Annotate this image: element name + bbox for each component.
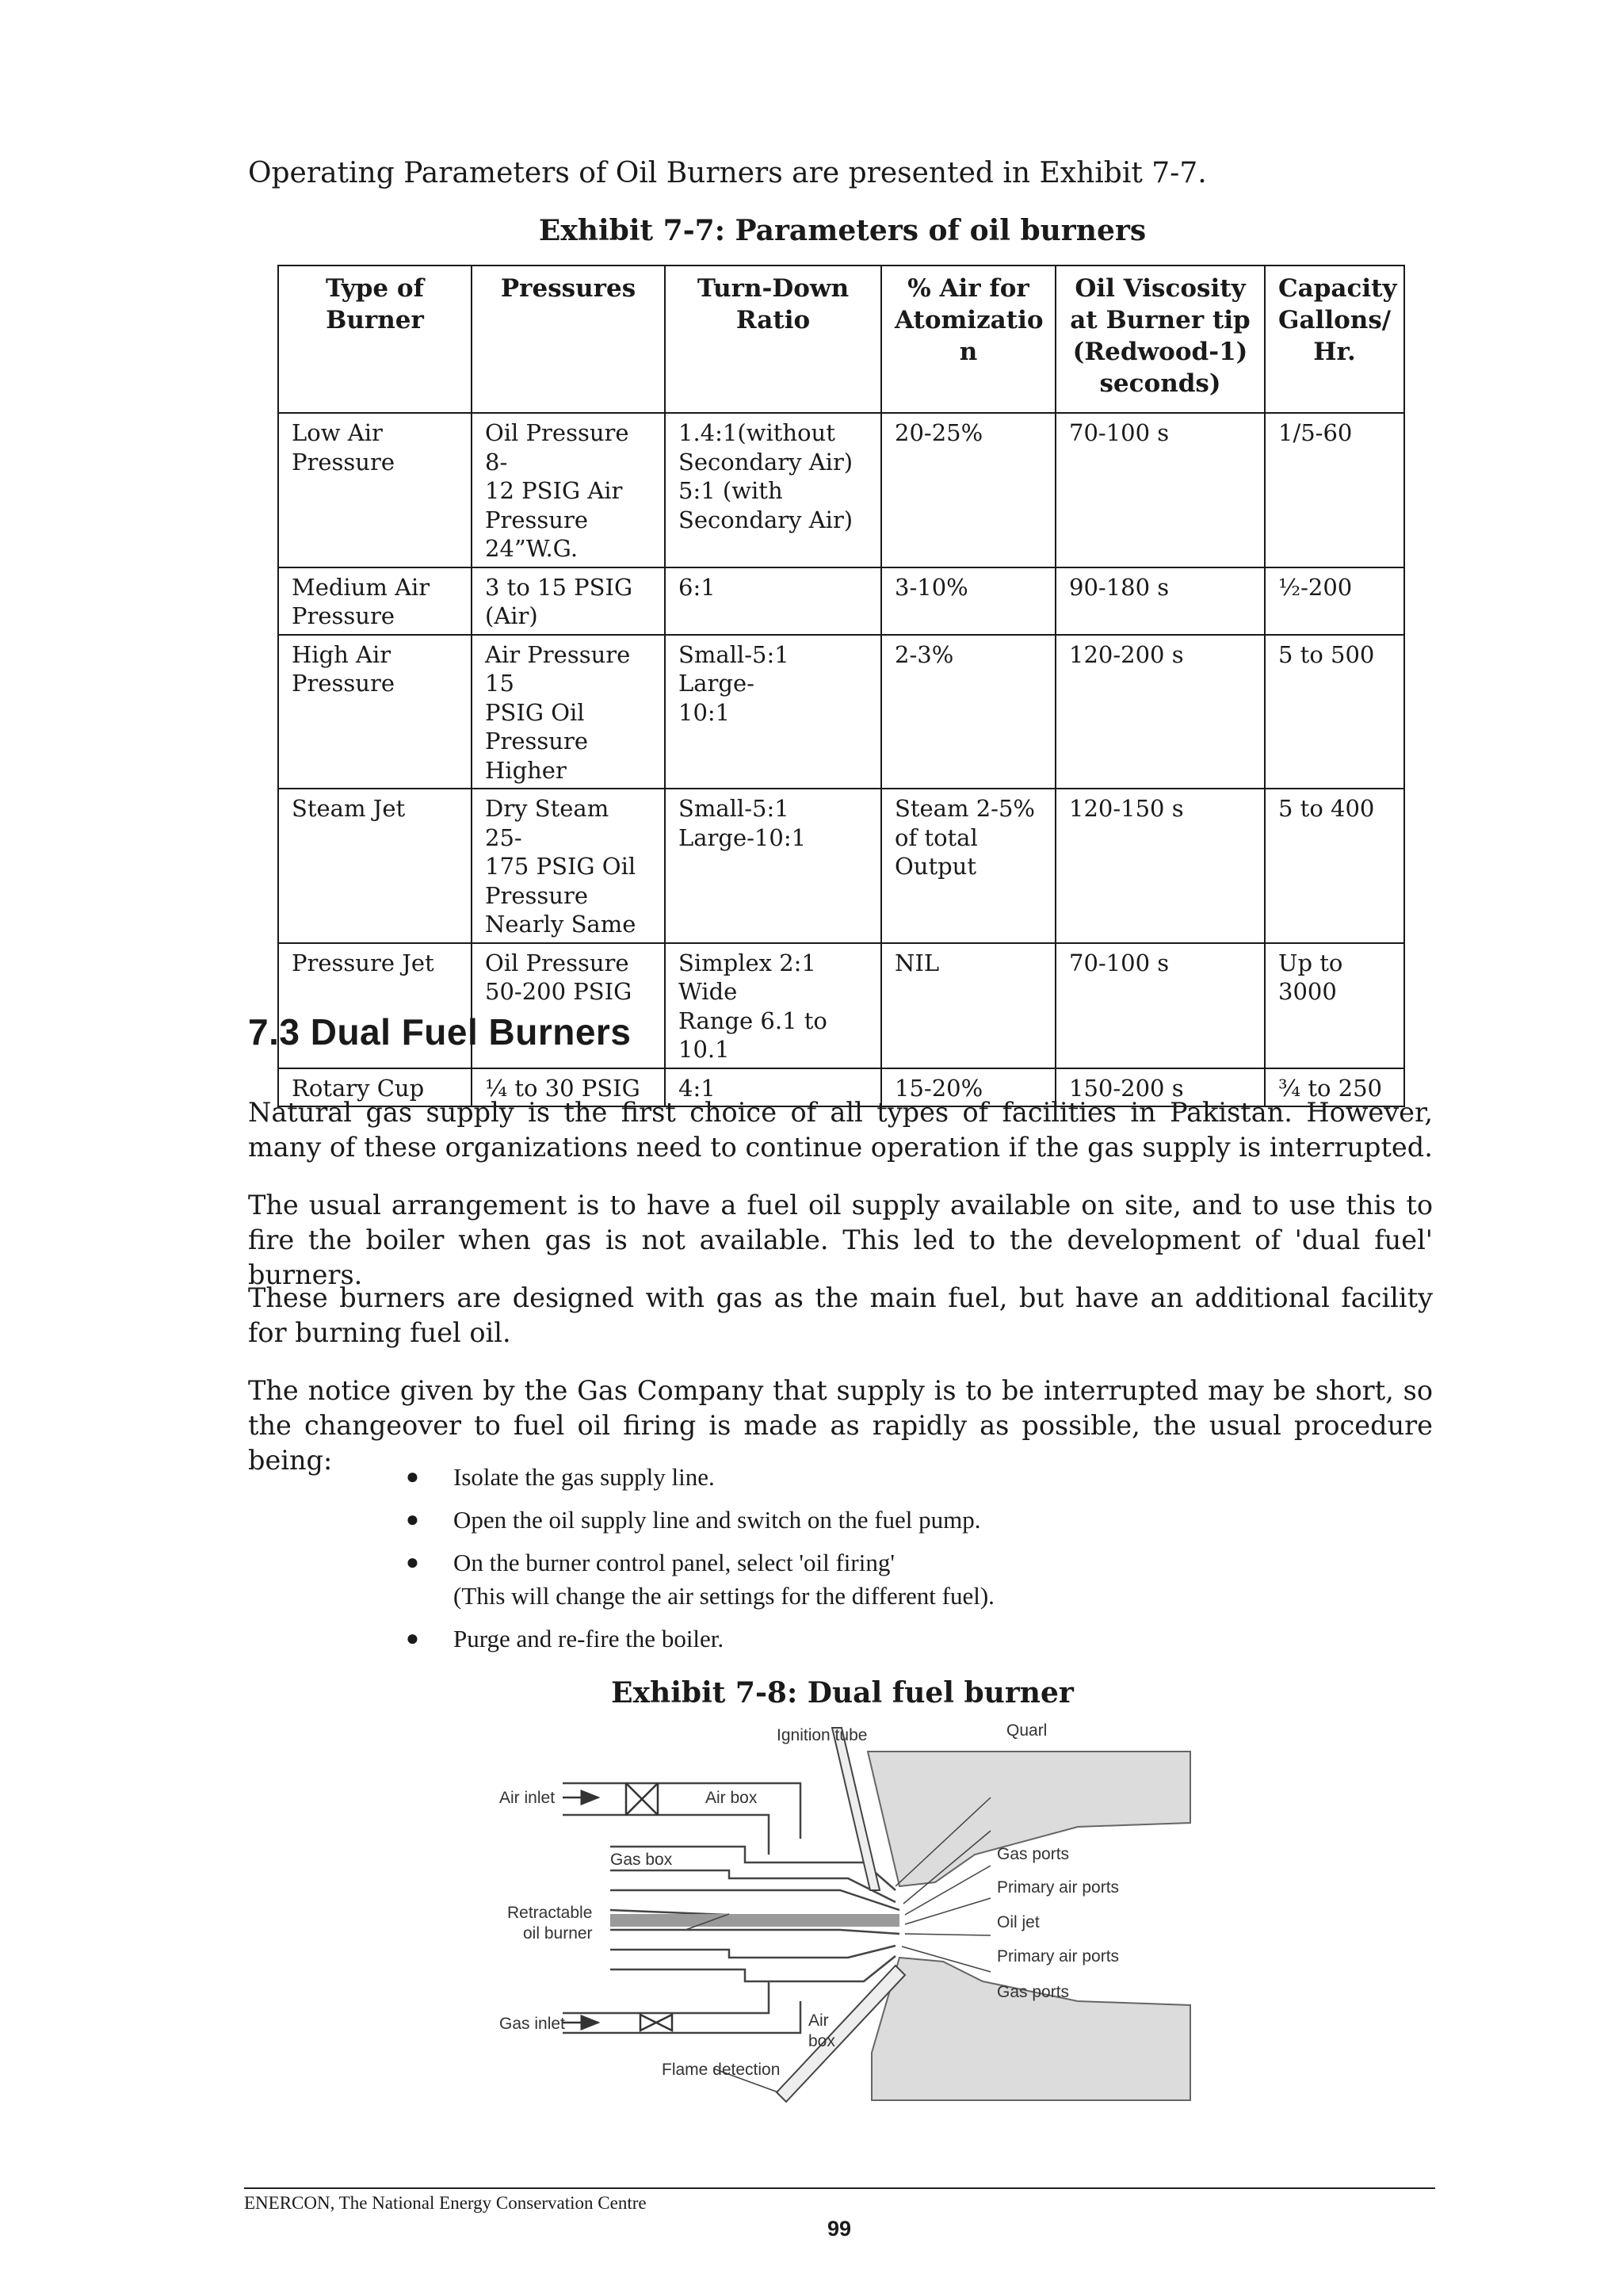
cell-text-line: Up to: [1278, 949, 1343, 976]
column-header: [881, 266, 1056, 413]
table-cell: [1056, 413, 1265, 567]
cell-text-line: 1/5-60: [1278, 419, 1353, 446]
list-item: [396, 1503, 1268, 1537]
exhibit-7-8-title: Exhibit 7-8: Dual fuel burner: [611, 1676, 1074, 1710]
table-row: [278, 567, 1404, 635]
cell-text-line: Air Pressure 15: [485, 640, 631, 697]
cell-text-line: 5:1 (with: [678, 477, 783, 504]
cell-text-line: Pressure: [485, 506, 589, 533]
label-gas-inlet: Gas inlet: [499, 2015, 565, 2033]
cell-text-line: Simplex 2:1 Wide: [678, 949, 816, 1005]
table-cell: [1056, 789, 1265, 943]
label-gas-box: Gas box: [610, 1851, 673, 1869]
cell-text-line: High Air: [292, 640, 391, 668]
cell-text-line: PSIG Oil: [485, 698, 585, 726]
table-cell: [881, 413, 1056, 567]
cell-text-line: of total: [895, 823, 978, 851]
damper-icon: [626, 1783, 658, 1815]
cell-text-line: Pressure: [292, 448, 395, 476]
paragraph-3: These burners are designed with gas as the main fuel, but have an additional facility for burning fuel oil.: [248, 1282, 1433, 1348]
footer-divider: [244, 2187, 1435, 2189]
gas-valve-icon: [640, 2015, 672, 2030]
cell-text-line: Range 6.1 to 10.1: [678, 1007, 827, 1063]
cell-text-line: ½-200: [1278, 573, 1353, 601]
header-text-line: Type of: [326, 274, 424, 303]
cell-text-line: 15-20%: [895, 1074, 983, 1102]
header-text-line: Atomizatio: [895, 306, 1044, 334]
cell-text-line: 3000: [1278, 978, 1337, 1005]
list-item: [396, 1622, 1268, 1656]
label-air: Air: [808, 2011, 829, 2030]
cell-text-line: NIL: [895, 949, 940, 976]
step-text: Purge and re-fire the boiler.: [453, 1625, 724, 1652]
cell-text-line: Steam 2-5%: [895, 795, 1035, 822]
cell-text-line: 24”W.G.: [485, 535, 579, 562]
cell-text-line: 1.4:1(without: [678, 419, 835, 446]
cell-text-line: 5 to 400: [1278, 795, 1375, 822]
cell-text-line: Rotary Cup: [292, 1074, 425, 1102]
cell-text-line: Pressure: [292, 670, 395, 697]
cell-text-line: 120-150 s: [1069, 795, 1184, 822]
cell-text-line: Secondary Air): [678, 448, 854, 476]
cell-text-line: Dry Steam 25-: [485, 795, 609, 851]
cell-text-line: 70-100 s: [1069, 419, 1170, 446]
cell-text-line: ¾ to 250: [1278, 1074, 1383, 1102]
cell-text-line: Oil Pressure 8-: [485, 419, 629, 476]
table-cell: [665, 567, 881, 635]
cell-text-line: Pressure: [485, 728, 589, 755]
header-text-line: (Redwood-1): [1072, 338, 1248, 366]
header-text-line: Capacity: [1278, 274, 1397, 303]
header-text-line: Gallons/: [1278, 306, 1392, 334]
label-primary-air-ports-bottom: Primary air ports: [997, 1947, 1120, 1966]
label-retractable: Retractable: [507, 1904, 593, 1922]
cell-text-line: Large-10:1: [678, 823, 807, 851]
table-cell: [472, 789, 665, 943]
column-header: [1265, 266, 1404, 413]
label-air-box: Air box: [705, 1789, 758, 1807]
cell-text-line: 90-180 s: [1069, 573, 1170, 601]
cell-text-line: Oil Pressure: [485, 949, 629, 976]
cell-text-line: 150-200 s: [1069, 1074, 1184, 1102]
column-header: [472, 266, 665, 413]
table-cell: [278, 789, 472, 943]
cell-text-line: 3-10%: [895, 573, 968, 601]
header-text-line: % Air for: [907, 274, 1029, 303]
label-air-inlet: Air inlet: [499, 1789, 556, 1807]
cell-text-line: ¼ to 30 PSIG: [485, 1074, 640, 1102]
cell-text-line: 120-200 s: [1069, 640, 1184, 668]
header-text-line: Pressures: [500, 274, 636, 303]
table-cell: [665, 943, 881, 1068]
list-item: [396, 1461, 1268, 1494]
label-gas-ports-bottom: Gas ports: [997, 1983, 1070, 2001]
cell-text-line: 70-100 s: [1069, 949, 1170, 976]
step-text: Open the oil supply line and switch on the fuel pump.: [453, 1506, 981, 1534]
footer-text: ENERCON, The National Energy Conservation Centre: [244, 2193, 647, 2213]
header-text-line: n: [959, 338, 978, 366]
label-box: box: [808, 2032, 835, 2050]
header-text-line: seconds): [1099, 369, 1221, 398]
bullet-icon: ●: [406, 1550, 419, 1575]
cell-text-line: Low Air: [292, 419, 383, 446]
cell-text-line: 12 PSIG Air: [485, 477, 623, 504]
header-text-line: Hr.: [1313, 338, 1356, 366]
label-ignition-tube: Ignition tube: [777, 1726, 868, 1744]
label-oil-jet: Oil jet: [997, 1913, 1040, 1931]
table-cell: [1265, 943, 1404, 1068]
cell-text-line: Steam Jet: [292, 795, 406, 822]
quarl-upper: [868, 1752, 1190, 1886]
table-cell: [1056, 567, 1265, 635]
header-text-line: Oil Viscosity: [1075, 274, 1246, 303]
table-cell: [881, 567, 1056, 635]
cell-text-line: 10:1: [678, 698, 731, 726]
cell-text-line: 175 PSIG Oil: [485, 853, 636, 880]
table-cell: [881, 789, 1056, 943]
table-cell: [665, 413, 881, 567]
table-cell: [1265, 567, 1404, 635]
oil-burner-lance: [610, 1914, 899, 1927]
cell-text-line: Pressure: [485, 881, 589, 909]
table-row: [278, 413, 1404, 567]
table-cell: [881, 635, 1056, 789]
table-cell: [1265, 789, 1404, 943]
cell-text-line: 50-200 PSIG: [485, 978, 632, 1005]
oil-burner-parameters-table: [277, 265, 1405, 1107]
cell-text-line: 20-25%: [895, 419, 983, 446]
paragraph-2: The usual arrangement is to have a fuel oil supply available on site, and to use this to fire the boiler when gas is not available. This led to the development of 'dual fuel' burners.: [248, 1190, 1433, 1290]
table-header-row: [278, 266, 1404, 413]
column-header: [1056, 266, 1265, 413]
column-header: [278, 266, 472, 413]
burner-body: [563, 1783, 899, 2033]
cell-text-line: Higher: [485, 756, 567, 784]
label-primary-air-ports-top: Primary air ports: [997, 1878, 1120, 1897]
cell-text-line: Nearly Same: [485, 911, 636, 938]
table-cell: [665, 789, 881, 943]
header-text-line: at Burner tip: [1070, 306, 1251, 334]
cell-text-line: 4:1: [678, 1074, 716, 1102]
page-number: 99: [827, 2217, 852, 2241]
section-heading: 7.3 Dual Fuel Burners: [248, 1011, 632, 1052]
cell-text-line: Medium Air: [292, 573, 430, 601]
cell-text-line: 6:1: [678, 573, 716, 601]
paragraph-4: The notice given by the Gas Company that supply is to be interrupted may be short, so the changeover to fuel oil firing is made as rapidly as possible, the usual procedure being:: [248, 1375, 1433, 1476]
list-item: [396, 1546, 1268, 1613]
step-subtext: (This will change the air settings for the different fuel).: [453, 1582, 995, 1610]
cell-text-line: Secondary Air): [678, 506, 854, 533]
table-cell: [1056, 635, 1265, 789]
header-text-line: Turn-Down: [697, 274, 850, 303]
label-gas-ports-top: Gas ports: [997, 1845, 1070, 1863]
table-cell: [665, 635, 881, 789]
table-cell: [1265, 413, 1404, 567]
bullet-icon: ●: [406, 1626, 419, 1651]
header-text-line: Burner: [326, 306, 424, 334]
table-cell: [278, 567, 472, 635]
step-text: On the burner control panel, select 'oil firing': [453, 1549, 895, 1576]
label-flame-detection: Flame detection: [662, 2061, 781, 2079]
exhibit-7-7-title: Exhibit 7-7: Parameters of oil burners: [538, 214, 1147, 247]
table-cell: [472, 635, 665, 789]
changeover-steps-list: [396, 1461, 1268, 1665]
quarl-lower: [872, 1958, 1190, 2100]
header-text-line: Ratio: [735, 306, 811, 334]
cell-text-line: Small-5:1 Large-: [678, 640, 789, 697]
cell-text-line: 3 to 15 PSIG: [485, 573, 633, 601]
table-row: [278, 789, 1404, 943]
table-cell: [881, 943, 1056, 1068]
dual-fuel-burner-diagram: [468, 1720, 1205, 2132]
label-oil-burner: oil burner: [523, 1924, 593, 1943]
table-row: [278, 635, 1404, 789]
cell-text-line: 2-3%: [895, 640, 954, 668]
bullet-icon: ●: [406, 1507, 419, 1532]
cell-text-line: Pressure Jet: [292, 949, 434, 976]
cell-text-line: Output: [895, 853, 977, 880]
step-text: Isolate the gas supply line.: [453, 1463, 715, 1491]
bullet-icon: ●: [406, 1465, 419, 1489]
label-quarl: Quarl: [1006, 1721, 1048, 1740]
table-cell: [278, 413, 472, 567]
column-header: [665, 266, 881, 413]
table-cell: [1265, 635, 1404, 789]
cell-text-line: Pressure: [292, 602, 395, 629]
cell-text-line: Small-5:1: [678, 795, 789, 822]
table-cell: [278, 635, 472, 789]
cell-text-line: (Air): [485, 602, 538, 629]
table-cell: [1056, 943, 1265, 1068]
table-cell: [472, 567, 665, 635]
paragraph-1: Natural gas supply is the first choice of all types of facilities in Pakistan. However, many of these organizations need to continue operation if the gas supply is interrupted.: [248, 1097, 1433, 1163]
cell-text-line: 5 to 500: [1278, 640, 1375, 668]
intro-text: Operating Parameters of Oil Burners are presented in Exhibit 7-7.: [248, 157, 1207, 189]
table-cell: [472, 413, 665, 567]
